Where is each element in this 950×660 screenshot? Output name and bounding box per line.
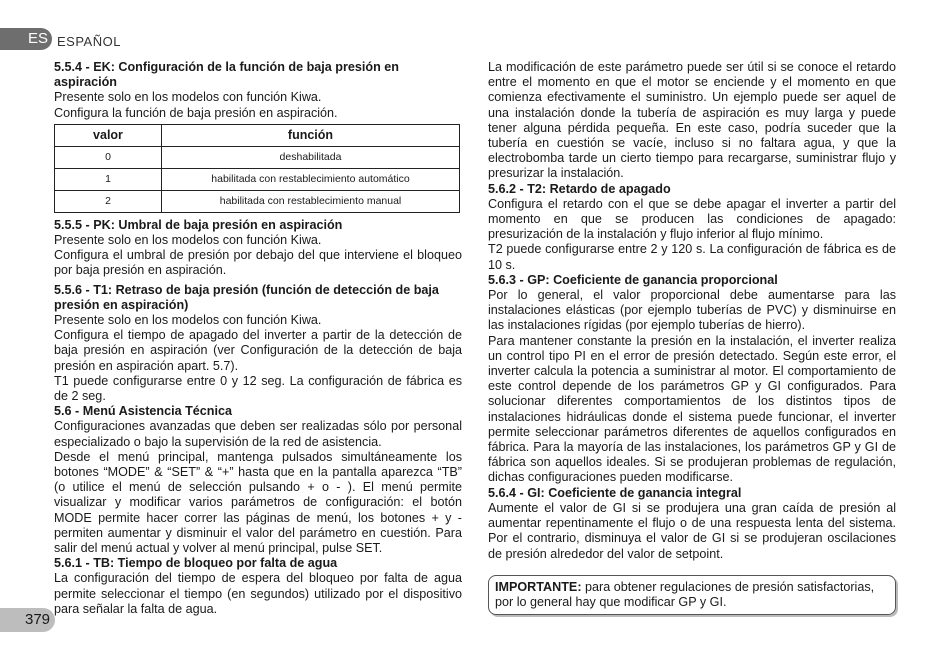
section-5-5-4-title: 5.5.4 - EK: Configuración de la función de baja presión en aspiración xyxy=(54,60,399,90)
section-5-6-4-title: 5.6.4 - GI: Coeficiente de ganancia integral xyxy=(488,485,742,500)
section-5-6-2-p2: T2 puede configurarse entre 2 y 120 s. La configuración de fábrica es de 10 s. xyxy=(488,242,896,272)
section-5-6-1-title: 5.6.1 - TB: Tiempo de bloqueo por falta de agua xyxy=(54,556,338,571)
table-cell-value: 0 xyxy=(55,146,162,168)
section-5-5-5-p2: Configura el umbral de presión por debajo del que interviene el bloqueo por baja presión en aspiración. xyxy=(54,248,462,278)
important-text: para obtener regulaciones de presión satisfactorias, por lo general hay que modificar GP y GI. xyxy=(495,579,875,609)
section-5-6-3-title: 5.6.3 - GP: Coeficiente de ganancia proporcional xyxy=(488,272,778,287)
table-cell-value: 1 xyxy=(55,168,162,190)
language-code: ES xyxy=(28,30,49,47)
table-header-funcion: función xyxy=(162,124,460,146)
section-5-6-p1: Configuraciones avanzadas que deben ser realizadas sólo por personal especializado o bajo la supervisión de la red de asistencia. xyxy=(54,419,462,449)
page-number-badge xyxy=(0,608,55,632)
table-header-valor: valor xyxy=(55,124,162,146)
ek-config-table xyxy=(54,124,460,213)
section-5-5-4-p2: Configura la función de baja presión en aspiración. xyxy=(54,105,338,120)
section-5-6-2-p1: Configura el retardo con el que se debe apagar el inverter a partir del momento en que se producen las condiciones de apagado: presurización de la instalación y flujo inferior al flujo mínimo. xyxy=(488,196,896,242)
section-5-6-1-continued: La modificación de este parámetro puede ser útil si se conoce el retardo entre el momento en que el motor se enciende y el momento en que comienza efectivamente el suministro. Un ejemplo puede ser aquel de una instalación donde la tubería de aspiración es muy larga y puede tener alguna pérdida pequeña. En este caso, podría suceder que la tubería en cuestión se vacíe, incluso si no faltara agua, y que la electrobomba tarde un cierto tiempo para recargarse, suministrar flujo y presurizar la instalación. xyxy=(488,60,896,181)
section-5-5-6-p1: Presente solo en los modelos con función Kiwa. xyxy=(54,313,322,328)
important-note-box xyxy=(488,575,896,615)
table-cell-value: 2 xyxy=(55,190,162,212)
language-name: ESPAÑOL xyxy=(57,34,121,49)
section-5-6-p2: Desde el menú principal, mantenga pulsados simultáneamente los botones “MODE” & “SET” & “+” hasta que en la pantalla aparezca “TB” (o utilice el menú de selección pulsando + o - ). El menú permite visualizar y modificar varios parámetros de configuración: el botón MODE permite hacer correr las páginas de menú, los botones + y - permiten aumentar y disminuir el valor del parámetro en cuestión. Para salir del menú actual y volver al menú principal, pulse SET. xyxy=(54,449,462,556)
section-5-6-2-title: 5.6.2 - T2: Retardo de apagado xyxy=(488,181,671,196)
table-row xyxy=(55,168,460,190)
section-5-6-3-p2: Para mantener constante la presión en la instalación, el inverter realiza un control tipo PI en el error de presión detectado. Según este error, el inverter calcula la potencia a suministrar al motor. El comportamiento de este control depende de los parámetros GP y GI configurados. Para solucionar diferentes comportamientos de los distintos tipos de instalaciones hidráulicas donde el sistema puede funcionar, el inverter permite seleccionar parámetros diferentes de aquellos configurados en fábrica. Para la mayoría de las instalaciones, los parámetros GP y GI de fábrica son aquellos ideales. Si se produjeran problemas de regulación, dichas configuraciones pueden modificarse. xyxy=(488,333,896,485)
table-cell-function: habilitada con restablecimiento automático xyxy=(162,168,460,190)
language-badge xyxy=(0,28,52,50)
section-5-5-6-title: 5.5.6 - T1: Retraso de baja presión (función de detección de baja presión en aspiración) xyxy=(54,282,439,312)
right-column xyxy=(488,60,896,615)
table-header-row xyxy=(55,124,460,146)
section-5-6-title: 5.6 - Menú Asistencia Técnica xyxy=(54,404,233,419)
table-row xyxy=(55,190,460,212)
page-number: 379 xyxy=(25,611,51,628)
important-label: IMPORTANTE: xyxy=(495,579,582,594)
table-cell-function: deshabilitada xyxy=(162,146,460,168)
section-5-5-5-p1: Presente solo en los modelos con función Kiwa. xyxy=(54,233,322,248)
section-5-5-4-p1: Presente solo en los modelos con función Kiwa. xyxy=(54,90,322,105)
section-5-6-4-p1: Aumente el valor de GI si se produjera una gran caída de presión al aumentar repentinamente el flujo o de una respuesta lenta del sistema. Por el contrario, disminuya el valor de GI si se produjeran oscilaciones de presión alrededor del valor de setpoint. xyxy=(488,500,896,561)
table-cell-function: habilitada con restablecimiento manual xyxy=(162,190,460,212)
section-5-6-3-p1: Por lo general, el valor proporcional debe aumentarse para las instalaciones elásticas (por ejemplo tuberías de PVC) y disminuirse en las instalaciones rígidas (por ejemplo tuberías de hierro). xyxy=(488,288,896,333)
left-column xyxy=(54,60,462,617)
section-5-5-6-p3: T1 puede configurarse entre 0 y 12 seg. La configuración de fábrica es de 2 seg. xyxy=(54,373,462,404)
section-5-5-6-p2: Configura el tiempo de apagado del inverter a partir de la detección de baja presión en aspiración (ver Configuración de la detección de baja presión en aspiración apart. 5.7). xyxy=(54,328,462,373)
table-row xyxy=(55,146,460,168)
section-5-5-5-title: 5.5.5 - PK: Umbral de baja presión en aspiración xyxy=(54,217,343,232)
section-5-6-1-p1: La configuración del tiempo de espera del bloqueo por falta de agua permite seleccionar el tiempo (en segundos) utilizado por el dispositivo para señalar la falta de agua. xyxy=(54,571,462,616)
